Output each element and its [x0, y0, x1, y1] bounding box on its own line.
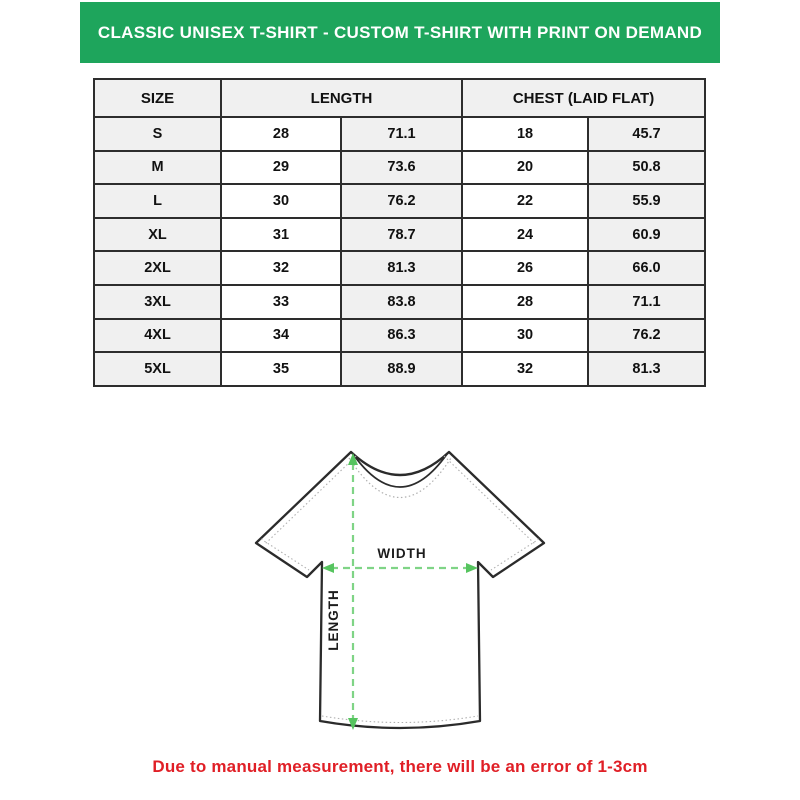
cell-length-cm: 88.9 [341, 352, 462, 386]
header-length: LENGTH [221, 79, 462, 117]
cell-chest-cm: 50.8 [588, 151, 705, 185]
cell-chest-in: 22 [462, 184, 588, 218]
cell-chest-cm: 71.1 [588, 285, 705, 319]
width-label: WIDTH [377, 546, 427, 561]
cell-length-cm: 73.6 [341, 151, 462, 185]
size-table [93, 78, 706, 387]
cell-size: S [94, 117, 221, 151]
cell-length-cm: 83.8 [341, 285, 462, 319]
cell-length-cm: 86.3 [341, 319, 462, 353]
cell-chest-cm: 66.0 [588, 251, 705, 285]
cell-length-cm: 76.2 [341, 184, 462, 218]
table-row [94, 184, 705, 218]
header-size: SIZE [94, 79, 221, 117]
cell-chest-in: 24 [462, 218, 588, 252]
table-row [94, 285, 705, 319]
cell-chest-cm: 55.9 [588, 184, 705, 218]
page-title: CLASSIC UNISEX T-SHIRT - CUSTOM T-SHIRT WITH PRINT ON DEMAND [97, 22, 703, 42]
cell-size: 2XL [94, 251, 221, 285]
tshirt-outline [256, 452, 544, 728]
cell-length-in: 29 [221, 151, 341, 185]
cell-chest-in: 26 [462, 251, 588, 285]
cell-length-in: 34 [221, 319, 341, 353]
tshirt-diagram-svg [250, 445, 550, 740]
cell-length-cm: 81.3 [341, 251, 462, 285]
table-row [94, 117, 705, 151]
cell-length-in: 32 [221, 251, 341, 285]
cell-length-cm: 71.1 [341, 117, 462, 151]
cell-size: XL [94, 218, 221, 252]
cell-chest-in: 28 [462, 285, 588, 319]
table-header-row [94, 79, 705, 117]
table-row [94, 352, 705, 386]
title-banner [80, 2, 720, 63]
cell-length-in: 31 [221, 218, 341, 252]
cell-length-in: 30 [221, 184, 341, 218]
cell-chest-cm: 81.3 [588, 352, 705, 386]
table-row [94, 218, 705, 252]
cell-size: 4XL [94, 319, 221, 353]
cell-chest-cm: 45.7 [588, 117, 705, 151]
cell-size: M [94, 151, 221, 185]
cell-chest-in: 20 [462, 151, 588, 185]
length-label: LENGTH [326, 589, 341, 651]
measurement-note: Due to manual measurement, there will be an error of 1-3cm [152, 757, 648, 776]
cell-chest-cm: 60.9 [588, 218, 705, 252]
cell-chest-in: 32 [462, 352, 588, 386]
table-row [94, 319, 705, 353]
cell-chest-in: 18 [462, 117, 588, 151]
cell-chest-in: 30 [462, 319, 588, 353]
cell-size: 5XL [94, 352, 221, 386]
cell-size: 3XL [94, 285, 221, 319]
header-chest: CHEST (LAID FLAT) [462, 79, 705, 117]
tshirt-measurement-diagram [250, 445, 550, 740]
cell-size: L [94, 184, 221, 218]
cell-length-in: 28 [221, 117, 341, 151]
cell-length-in: 35 [221, 352, 341, 386]
cell-chest-cm: 76.2 [588, 319, 705, 353]
table-row [94, 251, 705, 285]
cell-length-in: 33 [221, 285, 341, 319]
table-row [94, 151, 705, 185]
cell-length-cm: 78.7 [341, 218, 462, 252]
